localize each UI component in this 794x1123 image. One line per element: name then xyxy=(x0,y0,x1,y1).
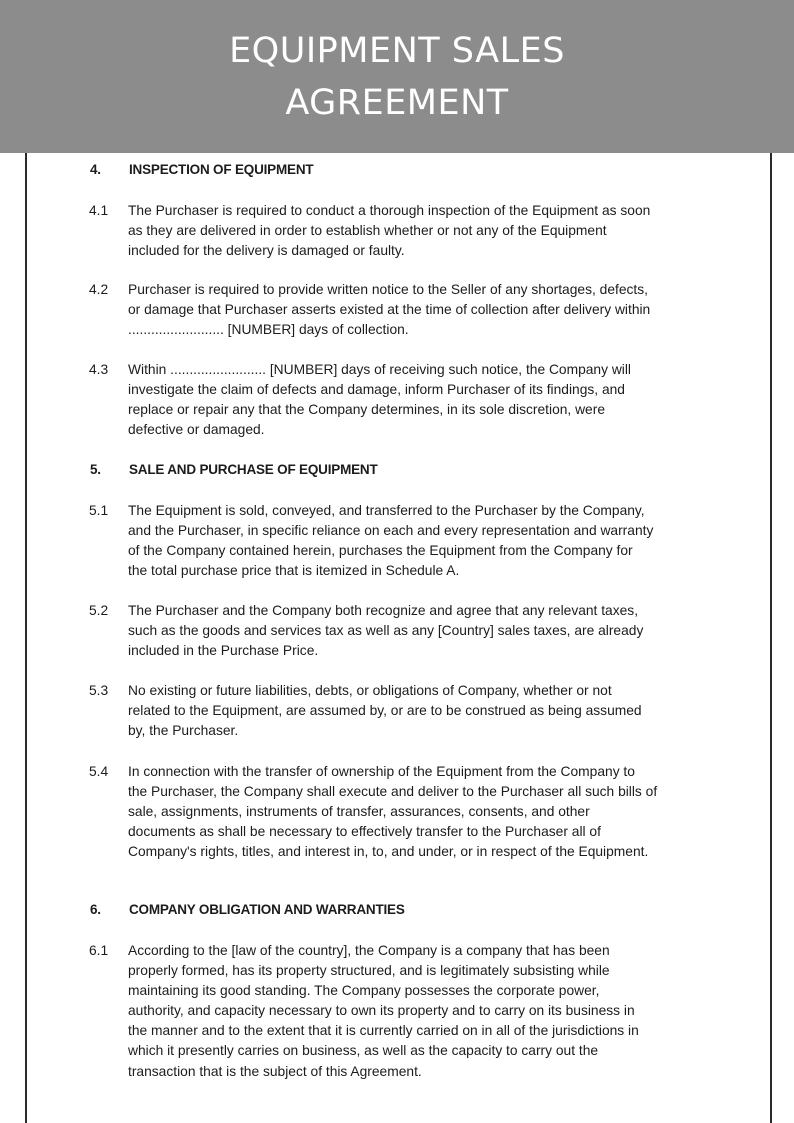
title-banner xyxy=(0,0,794,153)
clause-line: documents as shall be necessary to effectively transfer to the Purchaser all of xyxy=(128,824,601,840)
section-heading-6 xyxy=(90,902,405,917)
clause-number: 4.2 xyxy=(89,282,109,297)
section-heading-4 xyxy=(90,162,313,177)
clause-line: the Purchaser, the Company shall execute and deliver to the Purchaser all such bills of xyxy=(128,784,658,800)
clause-text xyxy=(128,601,728,661)
clause-text xyxy=(128,280,728,340)
clause-line: included for the delivery is damaged or faulty. xyxy=(128,243,405,259)
clause-line: by, the Purchaser. xyxy=(128,723,239,739)
section-title: INSPECTION OF EQUIPMENT xyxy=(129,162,314,177)
section-number: 6. xyxy=(90,902,101,917)
clause-number: 6.1 xyxy=(89,943,109,958)
clause-line: The Purchaser is required to conduct a thorough inspection of the Equipment as soon xyxy=(128,203,651,218)
clause-line: as they are delivered in order to establish whether or not any of the Equipment xyxy=(128,223,607,239)
document-title-line-2: AGREEMENT xyxy=(285,82,509,123)
clause-line: maintaining its good standing. The Company possesses the corporate power, xyxy=(128,983,600,999)
clause-line: related to the Equipment, are assumed by, or are to be construed as being assumed xyxy=(128,703,642,719)
clause-line: authority, and capacity necessary to own its property and to carry on its business in xyxy=(128,1003,635,1019)
page-border-right xyxy=(770,153,772,1123)
page-border-left xyxy=(25,153,27,1123)
clause-line: defective or damaged. xyxy=(128,422,265,438)
clause-number: 5.1 xyxy=(89,503,109,518)
clause-line: of the Company contained herein, purchases the Equipment from the Company for xyxy=(128,543,633,559)
clause-line: Company's rights, titles, and interest in, to, and under, or in respect of the Equipment. xyxy=(128,844,649,860)
clause-line: investigate the claim of defects and damage, inform Purchaser of its findings, and xyxy=(128,382,625,398)
clause-line: transaction that is the subject of this Agreement. xyxy=(128,1063,422,1079)
clause-line: ......................... [NUMBER] days of collection. xyxy=(128,322,409,338)
clause-text xyxy=(128,501,728,581)
clause-number: 5.2 xyxy=(89,603,109,618)
section-heading-5 xyxy=(90,462,378,477)
clause-text xyxy=(128,201,728,261)
section-title: COMPANY OBLIGATION AND WARRANTIES xyxy=(129,902,405,917)
clause-line: replace or repair any that the Company determines, in its sole discretion, were xyxy=(128,402,605,418)
clause-line: and the Purchaser, in specific reliance on each and every representation and warranty xyxy=(128,523,654,539)
clause-line: sale, assignments, instruments of transfer, assurances, consents, and other xyxy=(128,804,590,820)
section-number: 5. xyxy=(90,462,101,477)
clause-number: 4.1 xyxy=(89,203,109,218)
clause-number: 5.4 xyxy=(89,764,109,779)
clause-line: included in the Purchase Price. xyxy=(128,643,319,659)
clause-line: The Purchaser and the Company both recognize and agree that any relevant taxes, xyxy=(128,603,639,618)
clause-number: 4.3 xyxy=(89,362,109,377)
clause-line: the manner and to the extent that it is currently carried on in all of the jurisdictions in xyxy=(128,1023,639,1039)
document-title-line-1: EQUIPMENT SALES xyxy=(229,30,565,71)
clause-line: According to the [law of the country], the Company is a company that has been xyxy=(128,943,610,958)
clause-text xyxy=(128,360,728,440)
clause-line: or damage that Purchaser asserts existed at the time of collection after delivery within xyxy=(128,302,651,318)
section-title: SALE AND PURCHASE OF EQUIPMENT xyxy=(129,462,378,477)
clause-line: properly formed, has its property structured, and is legitimately subsisting while xyxy=(128,963,610,979)
clause-line: the total purchase price that is itemized in Schedule A. xyxy=(128,563,460,579)
clause-line: which it presently carries on business, as well as the capacity to carry out the xyxy=(128,1043,599,1059)
clause-line: Within ......................... [NUMBER] days of receiving such notice, the Company will xyxy=(128,362,631,377)
clause-line: The Equipment is sold, conveyed, and transferred to the Purchaser by the Company, xyxy=(128,503,645,518)
clause-text xyxy=(128,762,728,862)
clause-text xyxy=(128,681,728,741)
section-number: 4. xyxy=(90,162,101,177)
clause-line: In connection with the transfer of ownership of the Equipment from the Company to xyxy=(128,764,635,779)
clause-number: 5.3 xyxy=(89,683,109,698)
clause-text xyxy=(128,941,728,1082)
clause-line: Purchaser is required to provide written notice to the Seller of any shortages, defects, xyxy=(128,282,648,297)
clause-line: No existing or future liabilities, debts, or obligations of Company, whether or not xyxy=(128,683,612,698)
clause-line: such as the goods and services tax as well as any [Country] sales taxes, are already xyxy=(128,623,644,639)
